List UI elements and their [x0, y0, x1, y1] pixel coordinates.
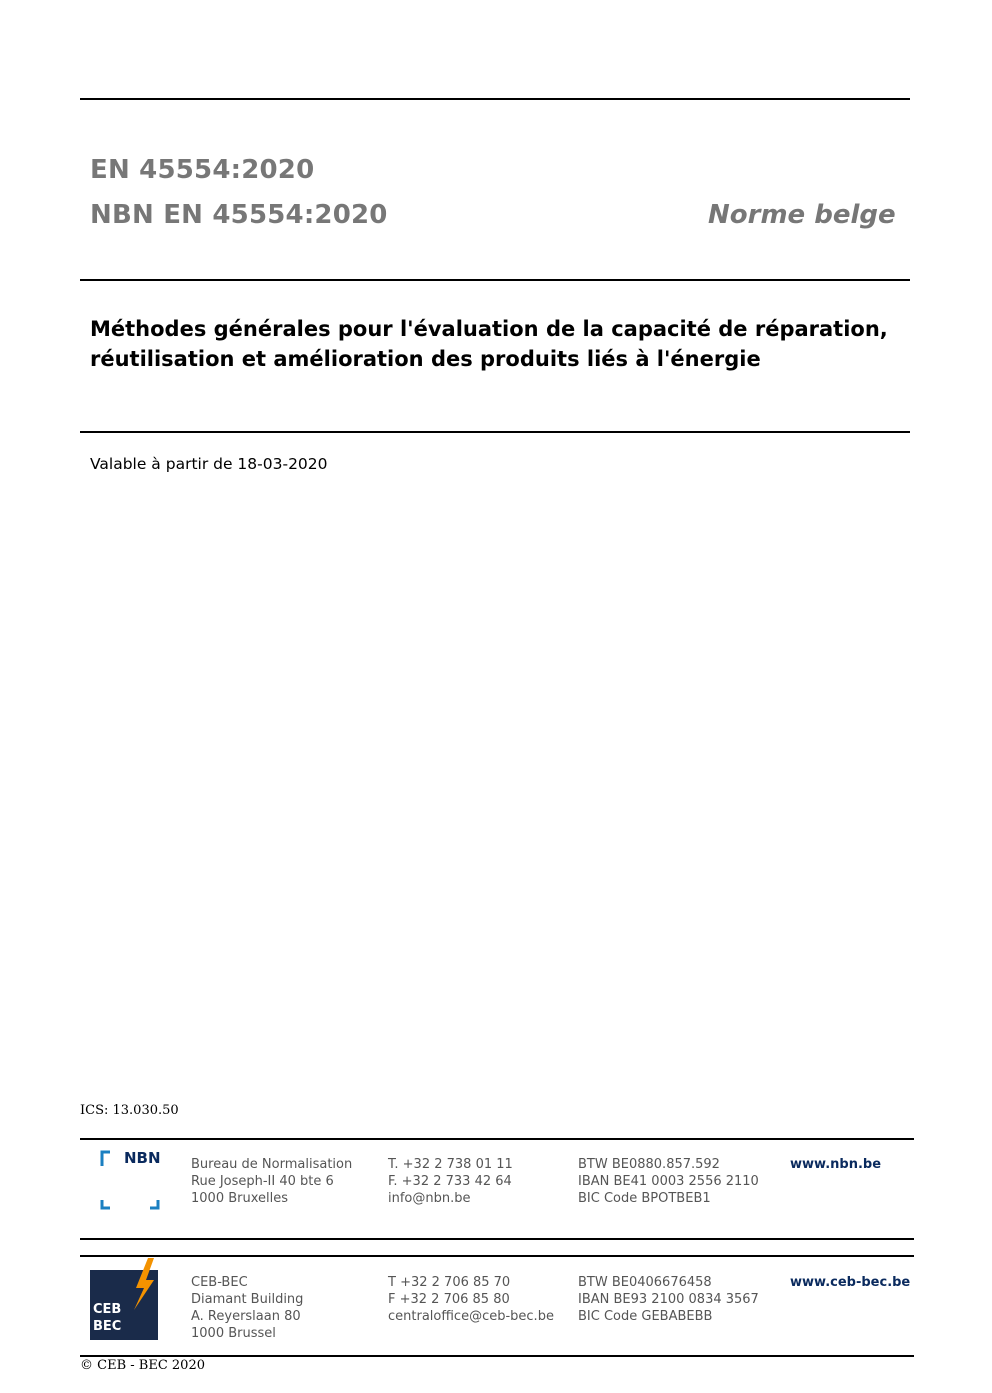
nbn-address-line: Bureau de Normalisation [191, 1157, 353, 1172]
nbn-fax: F. +32 2 733 42 64 [388, 1174, 512, 1189]
nbn-address-line: 1000 Bruxelles [191, 1191, 289, 1206]
nbn-website-link[interactable]: www.nbn.be [790, 1157, 882, 1172]
ceb-address-line: CEB-BEC [191, 1275, 248, 1290]
ceb-address-line: Diamant Building [191, 1292, 304, 1307]
ceb-bic: BIC Code GEBABEBB [578, 1309, 713, 1324]
header-bottom-rule [80, 279, 910, 281]
document-title: Méthodes générales pour l'évaluation de la capacité de réparation, réutilisation et amélioration des produits liés à l'énergie [90, 317, 888, 371]
ceb-top-rule [80, 1255, 914, 1257]
nbn-bic: BIC Code BPOTBEB1 [578, 1191, 711, 1206]
copyright-notice: © CEB - BEC 2020 [80, 1358, 205, 1373]
ceb-phone: T +32 2 706 85 70 [388, 1275, 511, 1290]
nbn-contact [388, 1156, 513, 1207]
nbn-address-line: Rue Joseph-II 40 bte 6 [191, 1174, 334, 1189]
ceb-bottom-rule [80, 1355, 914, 1357]
validity-date: Valable à partir de 18-03-2020 [90, 455, 328, 473]
title-bottom-rule [80, 431, 910, 433]
ceb-logo-text-1: CEB [93, 1302, 122, 1317]
ics-code: ICS: 13.030.50 [80, 1103, 179, 1118]
nbn-bank-details [578, 1156, 759, 1207]
ceb-address-line: A. Reyerslaan 80 [191, 1309, 301, 1324]
nbn-address [191, 1156, 352, 1207]
nbn-logo [100, 1150, 160, 1210]
norme-type-label: Norme belge [708, 200, 896, 230]
ceb-fax: F +32 2 706 85 80 [388, 1292, 510, 1307]
nbn-email[interactable]: info@nbn.be [388, 1191, 471, 1206]
ceb-iban: IBAN BE93 2100 0834 3567 [578, 1292, 759, 1307]
ceb-contact [388, 1274, 554, 1325]
ceb-bank-details [578, 1274, 759, 1325]
nbn-phone: T. +32 2 738 01 11 [388, 1157, 513, 1172]
ceb-address-line: 1000 Brussel [191, 1326, 276, 1341]
top-rule [80, 98, 910, 100]
nbn-standard-number: NBN EN 45554:2020 [90, 200, 388, 230]
nbn-logo-text: NBN [124, 1149, 161, 1167]
nbn-top-rule [80, 1138, 914, 1140]
nbn-iban: IBAN BE41 0003 2556 2110 [578, 1174, 759, 1189]
nbn-vat: BTW BE0880.857.592 [578, 1157, 720, 1172]
en-standard-number: EN 45554:2020 [90, 155, 315, 185]
nbn-bottom-rule [80, 1238, 914, 1240]
ceb-address [191, 1274, 303, 1342]
ceb-vat: BTW BE0406676458 [578, 1275, 712, 1290]
ceb-website-link[interactable]: www.ceb-bec.be [790, 1275, 911, 1290]
ceb-logo-text-2: BEC [93, 1319, 122, 1334]
ceb-bec-logo [90, 1258, 160, 1340]
ceb-email[interactable]: centraloffice@ceb-bec.be [388, 1309, 554, 1324]
